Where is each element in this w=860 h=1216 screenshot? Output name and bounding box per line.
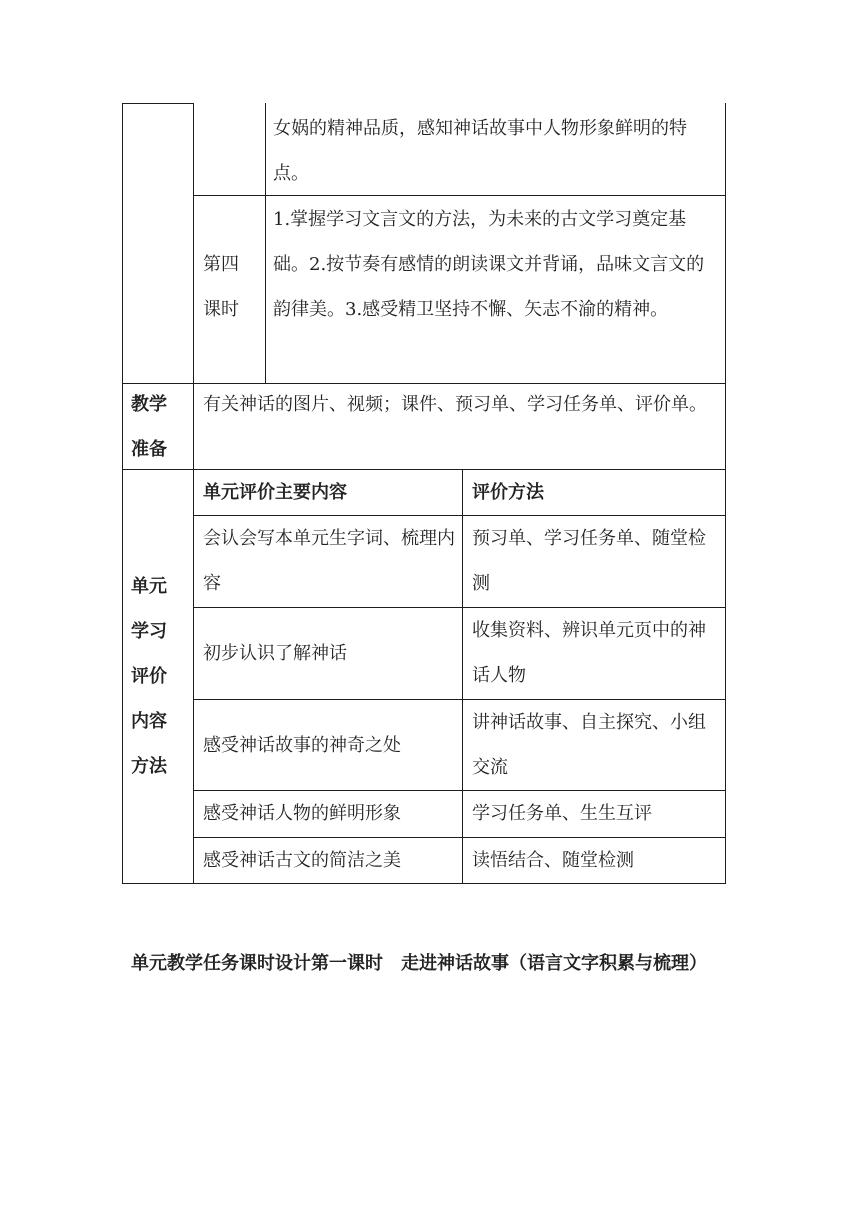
table-border	[193, 383, 194, 884]
preparation-text: 有关神话的图片、视频；课件、预习单、学习任务单、评价单。	[203, 394, 707, 415]
evaluation-method-cell: 收集资料、辨识单元页中的神话人物	[472, 620, 706, 686]
section-heading: 单元教学任务课时设计第一课时 走进神话故事（语言文字积累与梳理）	[131, 953, 707, 974]
table-border	[462, 469, 463, 884]
evaluation-method-cell: 预习单、学习任务单、随堂检测	[472, 528, 706, 594]
preparation-label: 教学准备	[131, 394, 167, 460]
table-border	[193, 103, 194, 383]
table-border	[122, 103, 123, 884]
table-border	[725, 103, 726, 884]
evaluation-method-cell: 学习任务单、生生互评	[472, 803, 652, 824]
evaluation-content-cell: 感受神话古文的简洁之美	[203, 850, 401, 871]
evaluation-method-cell: 读悟结合、随堂检测	[472, 850, 634, 871]
lesson-goal-text: 1.掌握学习文言文的方法，为未来的古文学习奠定基础。2.按节奏有感情的朗读课文并背诵，品味文言文的韵律美。3.感受精卫坚持不懈、矢志不渝的精神。	[273, 209, 705, 320]
evaluation-content-cell: 会认会写本单元生字词、梳理内容	[203, 528, 455, 594]
table-border	[122, 883, 726, 884]
evaluation-label: 单元学习评价内容方法	[131, 576, 167, 777]
lesson-goal-text: 女娲的精神品质，感知神话故事中人物形象鲜明的特点。	[273, 118, 687, 184]
column-header-method: 评价方法	[472, 482, 544, 503]
evaluation-method-cell: 讲神话故事、自主探究、小组交流	[472, 712, 706, 778]
evaluation-content-cell: 初步认识了解神话	[203, 643, 347, 664]
evaluation-content-cell: 感受神话人物的鲜明形象	[203, 803, 401, 824]
table-border	[122, 103, 193, 104]
table-border	[265, 103, 266, 383]
column-header-content: 单元评价主要内容	[203, 482, 347, 503]
lesson-label: 第四课时	[203, 254, 239, 320]
evaluation-content-cell: 感受神话故事的神奇之处	[203, 735, 401, 756]
